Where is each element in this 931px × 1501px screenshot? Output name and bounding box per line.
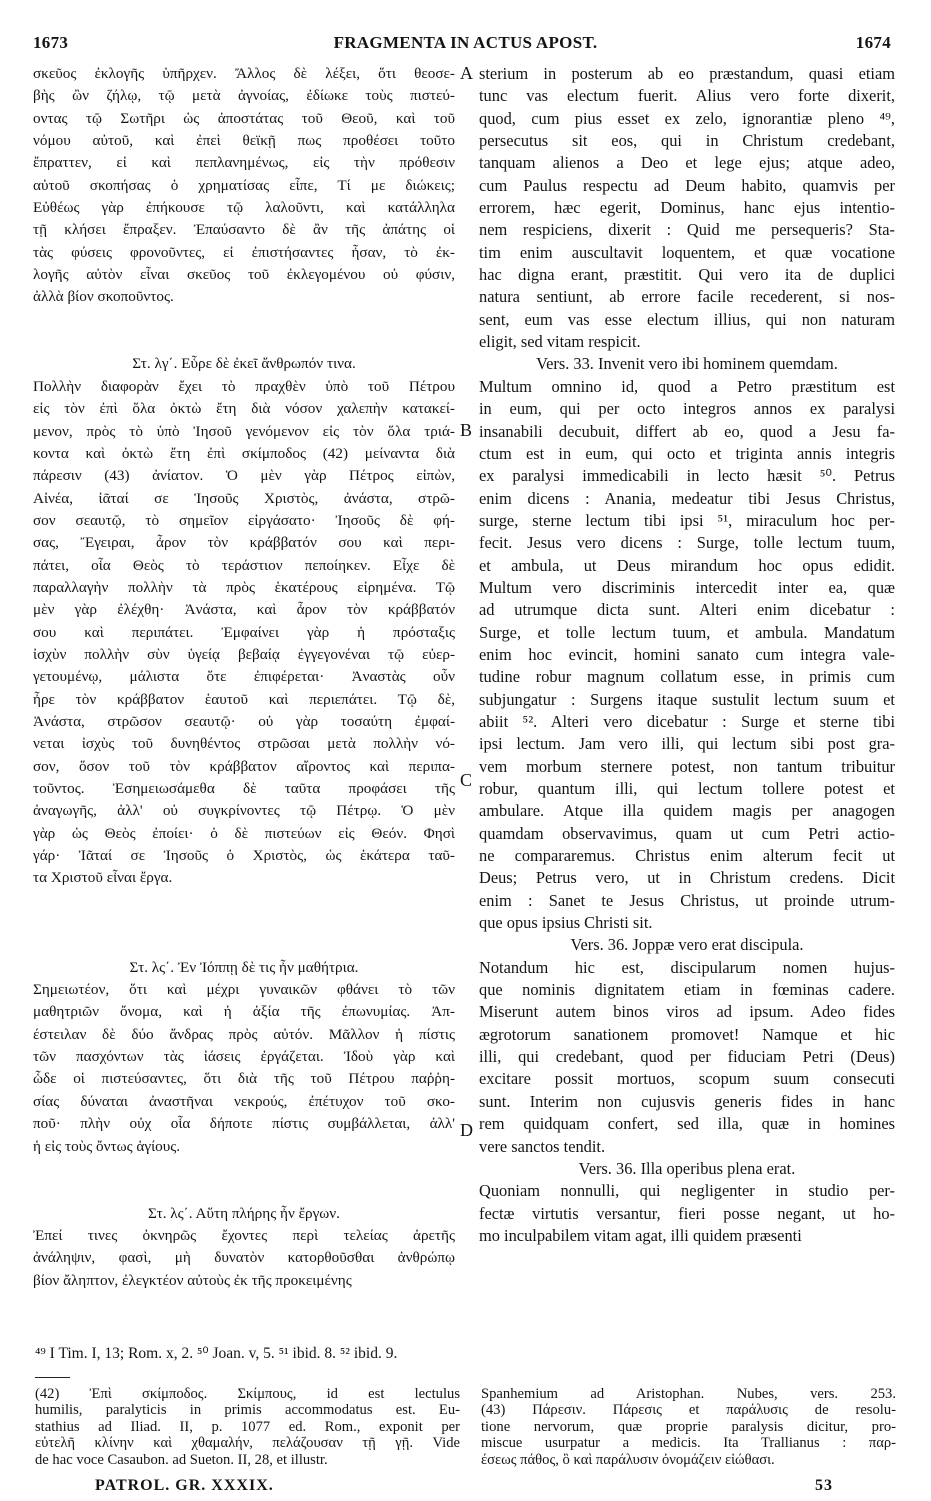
greek-text-line: ἔπραττεν, εἰ καὶ πεπλανημένως, εἰς τὴν πρόθεσιν [33,154,455,172]
running-header [0,33,931,59]
note-line: humilis, paralyticis in primis accommodatus est. Eu- [35,1402,460,1419]
greek-text-line: ἦρε τὸν κράββατον ἑαυτοῦ καὶ περιεπάτει. Τῷ δὲ, [33,690,455,708]
annotation-notes-left [35,1386,460,1471]
greek-text-line: μενον, πρὸς τὸ ὑπὸ Ἰησοῦ γενόμενον εἰς τὸν ὅλα τριά- [33,422,455,440]
latin-text-line: robur, quantum illi, qui lectum tollere potest et [479,779,895,798]
latin-text-line: ex paralysi immedicabili in lecto hæsit ⁵⁰. Petrus [479,466,895,486]
latin-text-line: surge, sterne lectum tibi ipsi ⁵¹, miraculum hoc per- [479,510,895,530]
latin-text-line: enim : Sanet te Jesus Christus, ut proinde utrum- [479,890,895,910]
latin-text-line: Deus; Petrus vero, ut in Christum credens. Dicit [479,868,895,888]
latin-text-line: errorem, hæc egerit, Dominus, hanc ejus intentio- [479,198,895,218]
note-line: έσεως πάθος, ὃ καὶ παράλυσιν ὀνομάζειν εἰώθασι. [481,1451,775,1468]
annotation-notes-right [481,1386,896,1471]
greek-text-line [33,1180,455,1202]
greek-text-line [33,912,455,934]
latin-text-line: tunc vas electum fuerit. Alius vero forte dixerit, [479,86,895,106]
greek-text-line: Εὐθέως γὰρ ἐπήκουσε τῷ λαλοῦντι, καὶ κατάλληλα [33,199,455,217]
latin-text-line: Miserunt autem binos viros ad ipsum. Adeo fides [479,1002,895,1022]
greek-text-line: ὧδε οἱ πιστεύσαντες, ὅτι διὰ τῆς τοῦ Πέτρου παῤῥη- [33,1070,455,1088]
greek-text-line: Πολλὴν διαφορὰν ἔχει τὸ πραχθὲν ὑπὸ τοῦ Πέτρου [33,377,455,395]
greek-text-line: βὴς ὢν ζήλῳ, τῷ μετὰ ἀγνοίας, ἐδίωκε τοὺς πιστεύ- [33,87,455,105]
greek-text-line: τὰς φύσεις φρονοῦντες, εἰ ἐπιστήσαντες ἦσαν, τὸ ἐκ- [33,243,455,261]
greek-text-line [33,890,455,912]
greek-text-line [33,1158,455,1180]
greek-text-line: μὲν γὰρ ἐλέχθη· Ἀνάστα, καὶ ἆρον τὸν κράββατόν [33,601,455,619]
latin-column [479,63,895,1338]
section-heading: Vers. 33. Invenit vero ibi hominem quemdam. [536,354,838,374]
greek-text-line [33,331,455,353]
latin-text-line: tudine robur magnum collatum esse, in primis cum [479,667,895,687]
latin-text-line: que opus ipsius Christi sit. [479,913,653,933]
greek-text-line: γάρ· Ἰᾶταί σε Ἰησοῦς ὁ Χριστὸς, ὡς ἑκάτερα ταῦ- [33,847,455,865]
section-heading: Στ. λγ΄. Εὗρε δὲ ἐκεῖ ἄνθρωπόν τινα. [132,355,356,373]
margin-letter-b: B [460,420,473,440]
latin-text-line: tim enim auscultavit loquentem, et quæ vocatione [479,242,895,262]
latin-text-line: ne compararemus. Christus enim alterum fecit ut [479,846,895,866]
greek-text-line: έστειλαν δὲ δύο ἄνδρας πρὸς αὐτόν. Μᾶλλον ἡ πίστις [33,1025,455,1043]
latin-text-line: rem quidquam confert, sed illa, quæ in homines [479,1114,895,1134]
margin-letter-d: D [460,1120,473,1140]
greek-text-line: ἀναγωγῆς, ἀλλ' οὐ συγκρίνοντες τῷ Πέτρῳ. Ὁ μὲν [33,802,455,820]
greek-text-line: τα Χριστοῦ εἶναι ἔργα. [33,869,173,887]
footnote-rule [35,1377,70,1378]
latin-text-line: natura sentiunt, ab errore facile recederent, si nos- [479,287,895,307]
latin-text-line: sunt. Interim non cujusvis generis fides in hanc [479,1091,895,1111]
latin-text-line: in eum, qui per octo integros annos ex paralysi [479,399,895,419]
latin-text-line: Quoniam nonnulli, qui negligenter in studio per- [479,1181,895,1201]
margin-letter-c: C [460,770,473,790]
greek-text-line: γετουμένῳ, μάλιστα ὅτε ἐπιφέρεται· Ἀναστὰς οὖν [33,668,455,686]
greek-text-line: σας, Ἔγειραι, ἆρον τὸν κράββατόν σου καὶ περι- [33,534,455,552]
greek-text-line [33,934,455,956]
latin-text-line: ipsi lectum. Jam vero illi, qui lectum sibi post gra- [479,734,895,754]
greek-text-line: πάρεσιν (43) ἀνίατον. Ὁ μὲν γὰρ Πέτρος εἰπὼν, [33,467,455,485]
greek-text-line: πάτει, οἷα Θεὸς τὸ τεράστιον πεποίηκεν. Εἶχε δὲ [33,556,455,574]
latin-text-line: Notandum hic est, discipularum nomen hujus- [479,957,895,977]
latin-text-line: Multum vero discriminis intercedit inter ea, quæ [479,577,895,597]
greek-text-line: ἀλλὰ βίον σκοποῦντος. [33,288,174,306]
footer-volume: PATROL. GR. XXXIX. [95,1477,274,1494]
latin-text-line: fecit. Jesus vero dicens : Surge, tolle lectum tuum, [479,533,895,553]
greek-text-line: τῇ κλήσει ἔπραξεν. Ἐπαύσαντο δὲ ἂν τῆς ἀπάτης οἱ [33,221,455,239]
greek-text-line: παραλλαγὴν πολλὴν τὰ πρὸς ἑκατέρους εἰρημένα. Τῷ [33,578,455,596]
latin-text-line: vem morbum sternere potest, non tantum tribuitur [479,756,895,776]
latin-text-line: insanabili decubuit, differt ab eo, quod a Jesu fa- [479,421,895,441]
latin-text-line: enim dicens : Anania, medeatur tibi Jesus Christus, [479,488,895,508]
latin-text-line: illi, qui credebant, quod per fiduciam Petri (Deus) [479,1047,895,1067]
greek-text-line: ἡ εἰς τοὺς ὄντως ἁγίους. [33,1137,181,1155]
latin-text-line: enim hoc evincit, homini sanato cum integra vale- [479,644,895,664]
note-line: de hac voce Casaubon. ad Sueton. II, 28, et illustr. [35,1451,328,1468]
greek-text-line: βίον ἄληπτον, ἐλεγκτέον αὐτοὺς ἐκ τῆς προκειμένης [33,1271,352,1289]
latin-text-line: vere sanctos tendit. [479,1136,606,1156]
page-title: FRAGMENTA IN ACTUS APOST. [333,33,598,52]
section-heading: Vers. 36. Joppæ vero erat discipula. [570,935,804,955]
latin-text-line: persecutus sit eos, qui in Christum credebant, [479,131,895,151]
note-line: Spanhemium ad Aristophan. Nubes, vers. 253. [481,1386,896,1402]
latin-text-line: sent, eum vas esse electum illius, qui non naturam [479,309,895,329]
greek-text-line: σον, ὅσον τοῦ τὸν κράββατον αἴροντος καὶ περιπα- [33,757,455,775]
greek-text-line: ποῦ· πλὴν οὐχ οἷα δήποτε πίστις συμβάλλεται, ἀλλ' [33,1115,455,1133]
latin-text-line: ambulare. Atque illa quidem magis per anagogen [479,801,895,821]
greek-text-line: σου καὶ περιπάτει. Ἐμφαίνει γὰρ ἡ πρόσταξις [33,623,455,641]
latin-text-line: subjungatur : Surgens itaque sustulit lectum suum et [479,689,895,709]
margin-letter-a: A [460,63,473,83]
page-number-left: 1673 [33,33,69,52]
latin-text-line: Surge, et tolle lectum tuum, et ambula. Mandatum [479,622,895,642]
latin-text-line: ad utrumque dicta sunt. Alteri enim dicebatur : [479,600,895,620]
greek-text-line: μαθητριῶν ὄνομα, καὶ ἡ ἀξία τῆς ἐπωνυμίας. Ἀπ- [33,1003,455,1021]
greek-text-line: γὰρ ὡς Θεὸς ἐποίει· ὁ δὲ πιστεύων εἰς Θεόν. Φησὶ [33,824,455,842]
note-line: tione nervorum, quæ proprie paralysis dicitur, pro- [481,1418,896,1435]
greek-text-line: κοντα καὶ ὀκτὼ ἔτη ἐπὶ σκίμποδος (42) μείναντα διὰ [33,444,455,462]
greek-text-line: εἰς τὸν ἐπὶ ὅλα ὀκτὼ ἔτη διὰ νόσον χαλεπὴν κατακεί- [33,400,455,418]
latin-text-line: ctum est in eum, qui octo et triginta annis integris [479,443,895,463]
greek-text-line: Αἰνέα, ἰᾶταί σε Ἰησοῦς Χριστὸς, ἀνάστα, στρῶ- [33,489,455,507]
greek-text-line: Ἀνάστα, στρῶσον σεαυτῷ· οὐ γὰρ τοσαύτη ἐμφαί- [33,712,455,730]
note-line: (42) Ἐπὶ σκίμποδος. Σκίμπους, id est lectulus [35,1386,460,1402]
greek-text-line: ἰσχὺν πολλὴν σὺν ὑγείᾳ βεβαίᾳ ἐγγεγονέναι τῷ εὐερ- [33,645,455,663]
note-line: (43) Πάρεσιν. Πάρεσις et παράλυσις de resolu- [481,1402,896,1419]
latin-text-line: mo inculpabilem vitam agat, illi quidem præsenti [479,1225,802,1245]
greek-text-line: σίας δύναται ἀναστῆναι νεκρούς, ἐπέτυχον τοῦ σκο- [33,1092,455,1110]
greek-text-line: λογῆς αὐτὸν εἶναι σκεῦος τοῦ ἐκλεγομένου οὐ φύσιν, [33,266,455,284]
latin-text-line: que nominis dignitatem etiam in fœminas cadere. [479,980,895,1000]
greek-text-line: Ἐπεί τινες ὀκνηρῶς ἔχοντες περὶ τελείας ἀρετῆς [33,1226,455,1244]
latin-text-line: quamdam observavimus, quam ut cum Petri actio- [479,823,895,843]
latin-text-line: sterium in posterum ab eo præstandum, quasi etiam [479,64,895,83]
latin-text-line: fectæ virtutis versantur, fieri posse negant, ut ho- [479,1203,895,1223]
latin-text-line: Multum omnino id, quod a Petro præstitum est [479,376,895,396]
latin-text-line: excitare possit mortuos, scopum suum consecuti [479,1069,895,1089]
latin-text-line: ægrotorum sanationem promovet! Namque et hic [479,1024,895,1044]
note-line: εὐτελῆ κλίνην καὶ χθαμαλήν, πελάζουσαν τῇ γῇ. Vide [35,1435,460,1452]
greek-text-line: σον σεαυτῷ, τὸ σημεῖον εἰργάσατο· Ἰησοῦς δὲ φή- [33,511,455,529]
section-heading: Στ. λς΄. Ἐν Ἰόππῃ δὲ τις ἦν μαθήτρια. [129,958,359,976]
latin-text-line: cum Paulus respectu ad Deum habito, quamvis per [479,175,895,195]
greek-text-line: νόμου αὐτοῦ, καὶ ἐπεὶ θεϊκῇ πως προθέσει τοῦτο [33,132,455,150]
latin-text-line: quod, cum pius esset ex zelo, ignorantiæ pleno ⁴⁹, [479,108,895,128]
greek-column [33,63,455,1338]
greek-text-line: νεται ἰσχὺς τοῦ δυνηθέντος στρῶσαι μετὰ πολλὴν νό- [33,735,455,753]
note-line: miscue usurpatur a medicis. Ita Trallianus : παρ- [481,1435,896,1452]
latin-text-line: nem respiciens, dixerit : Quid me persequeris? Sta- [479,220,895,240]
greek-text-line [33,309,455,331]
greek-text-line: τῶν πασχόντων τὰς ἰάσεις ἐργάζεται. Ἰδοὺ γὰρ καὶ [33,1048,455,1066]
section-heading: Vers. 36. Illa operibus plena erat. [578,1158,796,1178]
section-heading: Στ. λς΄. Αὕτη πλήρης ἦν ἔργων. [148,1204,340,1222]
greek-text-line: Σημειωτέον, ὅτι καὶ μέχρι γυναικῶν φθάνει τὸ τῶν [33,981,455,999]
greek-text-line: αὐτοῦ σκοπήσας ὁ χρηματίσας εἶπε, Τί με διώκεις; [33,176,455,194]
footnote-references: ⁴⁹ I Tim. I, 13; Rom. x, 2. ⁵⁰ Joan. v, 5. ⁵¹ ibid. 8. ⁵² ibid. 9. [35,1345,398,1362]
latin-text-line: et ambula, ut Deus mirandum hoc opus edidit. [479,555,895,575]
latin-text-line: hac digna erant, præstitit. Qui vero ita de duplici [479,265,895,285]
latin-text-line: tanquam alienos a Deo et lege ejus; atque adeo, [479,153,895,173]
greek-text-line: οντας τῷ Σωτῆρι ὡς ἀποστάτας τοῦ Θεοῦ, καὶ τοῦ [33,109,455,127]
page-number-right: 1674 [855,33,891,52]
latin-text-line: abiit ⁵². Alteri vero dicebatur : Surge et sterne tibi [479,711,895,731]
latin-text-line: eligit, sed vitam respicit. [479,332,641,352]
footer-signature: 53 [815,1477,833,1494]
greek-text-line: τοῦντος. Ἐσημειωσάμεθα δὲ ταῦτα προφάσει τῆς [33,780,455,797]
note-line: stathius ad Iliad. II, p. 1077 ed. Rom., exponit per [35,1418,460,1435]
greek-text-line: ἀνάληψιν, φασὶ, μὴ δυνατὸν κατορθοῦσθαι ἀνθρώπῳ [33,1249,455,1267]
greek-text-line: σκεῦος ἐκλογῆς ὑπῆρχεν. Ἄλλος δὲ λέξει, ὅτι θεοσε- [33,65,455,82]
